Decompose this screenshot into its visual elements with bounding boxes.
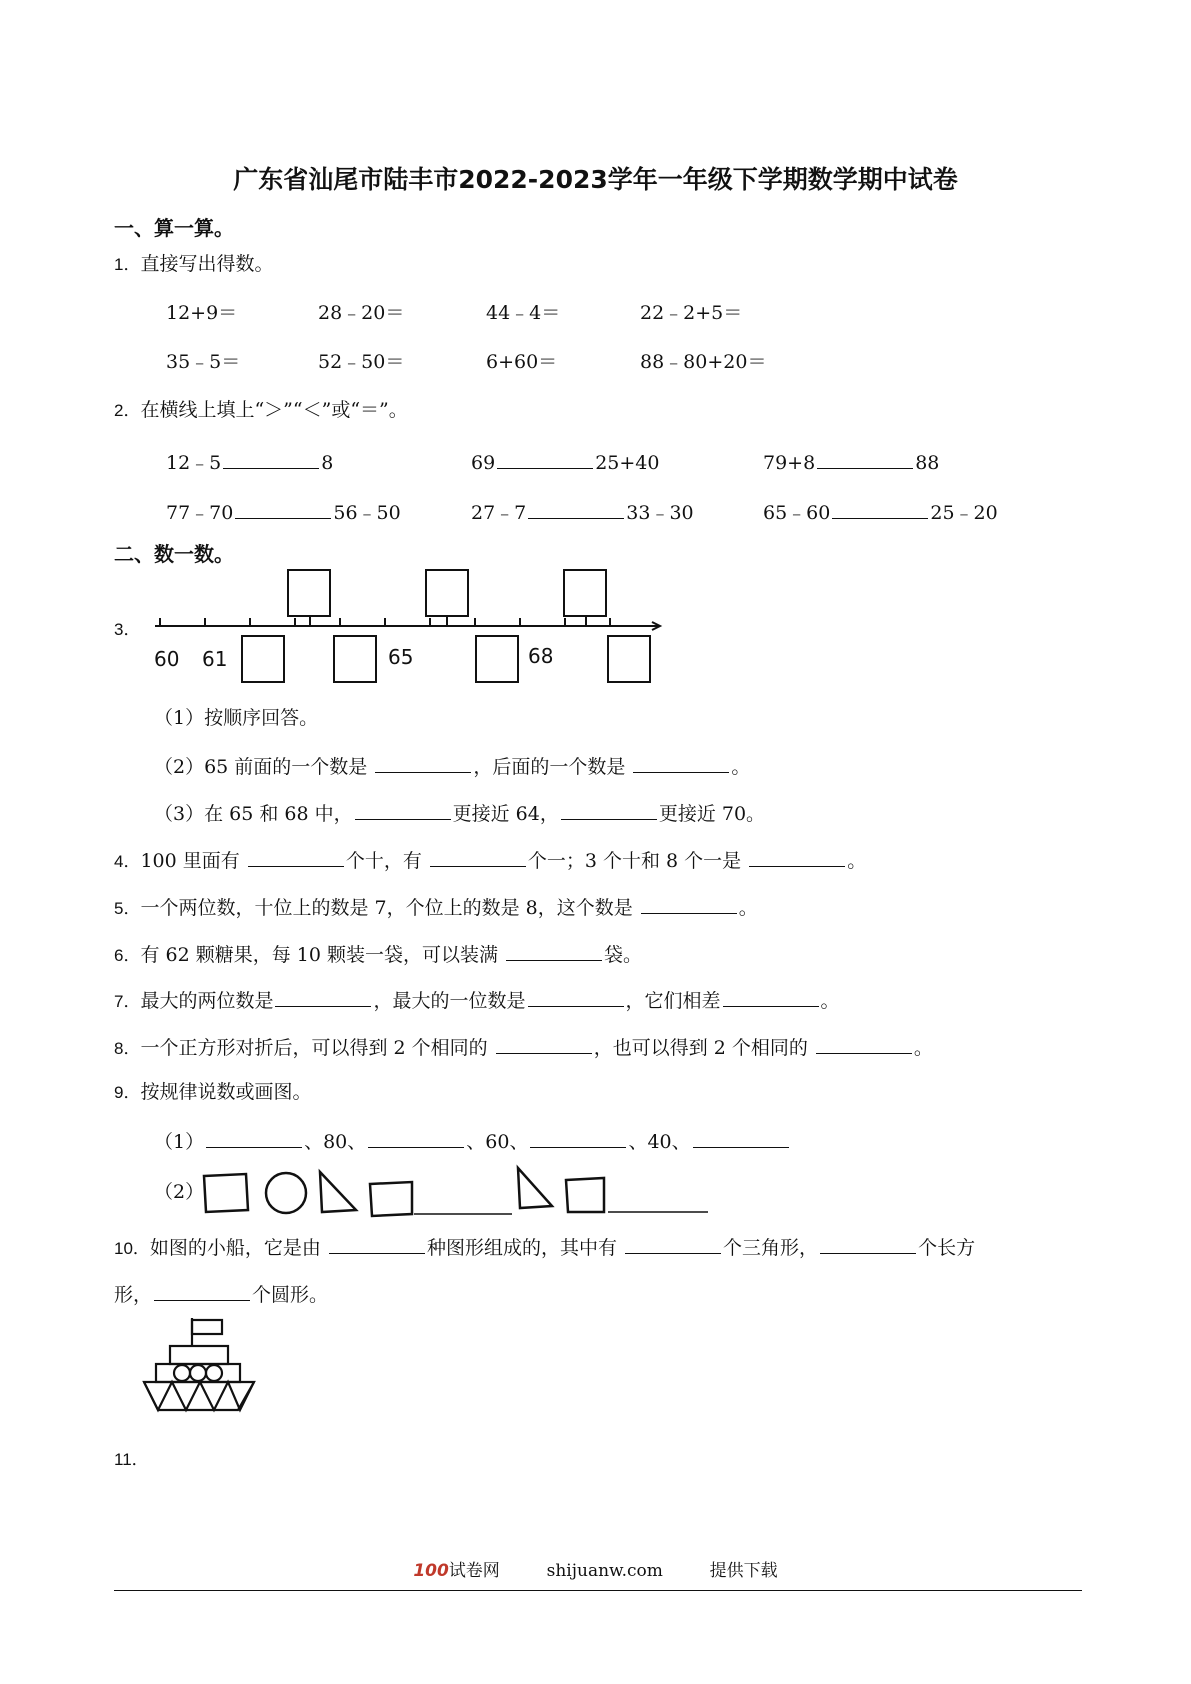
calc-item: 44﹣4＝ <box>486 302 561 324</box>
tick-label: 60 <box>154 647 180 671</box>
answer-blank[interactable] <box>816 1033 912 1054</box>
number-line-figure <box>150 566 670 688</box>
deck-rectangle <box>156 1364 240 1382</box>
question-1 <box>114 252 273 277</box>
answer-blank[interactable] <box>820 1233 916 1254</box>
answer-blank[interactable] <box>496 1033 592 1054</box>
answer-blank[interactable] <box>723 986 819 1007</box>
question-number: 3． <box>114 620 141 639</box>
boat-figure <box>142 1316 258 1414</box>
section-heading-2: 二、数一数。 <box>114 542 234 566</box>
answer-blank[interactable] <box>832 498 928 519</box>
answer-box <box>564 570 606 616</box>
calc-item: 35﹣5＝ <box>166 351 241 373</box>
footer-note: 提供下载 <box>709 1561 778 1581</box>
answer-blank[interactable] <box>530 1127 626 1148</box>
question-6: 6．有 62 颗糖果，每 10 颗装一袋，可以装满 袋。 <box>114 940 642 968</box>
answer-box <box>288 570 330 616</box>
flag-rectangle <box>192 1320 222 1334</box>
porthole-circle <box>174 1365 190 1381</box>
question-number: 2． <box>114 401 141 420</box>
answer-blank[interactable] <box>355 799 451 820</box>
answer-box <box>242 636 284 682</box>
q9-part-2-label: （2） <box>154 1181 205 1203</box>
question-10-cont: 形， 个圆形。 <box>114 1280 328 1307</box>
answer-blank[interactable] <box>506 940 602 961</box>
question-7: 7．最大的两位数是 ，最大的一位数是 ，它们相差 。 <box>114 986 840 1014</box>
question-9: 9．按规律说数或画图。 <box>114 1081 312 1103</box>
answer-blank[interactable] <box>223 448 319 469</box>
page-footer <box>0 1556 1191 1581</box>
compare-item: 27﹣7 33﹣30 <box>471 498 694 525</box>
square-shape <box>204 1174 248 1212</box>
shape-pattern-figure <box>198 1160 718 1220</box>
page-title: 广东省汕尾市陆丰市2022-2023学年一年级下学期数学期中试卷 <box>233 165 958 194</box>
calc-item: 6+60＝ <box>486 351 558 373</box>
compare-item: 69 25+40 <box>471 448 659 475</box>
answer-blank[interactable] <box>206 1127 302 1148</box>
porthole-circle <box>190 1365 206 1381</box>
answer-blank[interactable] <box>528 498 624 519</box>
tick-label: 68 <box>528 644 554 668</box>
answer-blank[interactable] <box>368 1127 464 1148</box>
answer-blank[interactable] <box>528 986 624 1007</box>
cabin-rectangle <box>170 1346 228 1364</box>
answer-blank[interactable] <box>375 752 471 773</box>
question-10: 10．如图的小船，它是由 种图形组成的，其中有 个三角形， 个长方 <box>114 1233 975 1261</box>
square-shape <box>370 1182 412 1216</box>
answer-box <box>608 636 650 682</box>
answer-blank[interactable] <box>693 1127 789 1148</box>
answer-blank[interactable] <box>625 1233 721 1254</box>
question-8: 8．一个正方形对折后，可以得到 2 个相同的 ，也可以得到 2 个相同的 。 <box>114 1033 933 1061</box>
calc-item: 88﹣80+20＝ <box>640 351 767 373</box>
answer-box <box>334 636 376 682</box>
question-prompt: 在横线上填上“＞”“＜”或“＝”。 <box>140 399 408 421</box>
circle-shape <box>266 1173 306 1213</box>
answer-blank[interactable] <box>561 799 657 820</box>
square-shape <box>566 1178 604 1212</box>
answer-blank[interactable] <box>275 986 371 1007</box>
q3-part-3: （3）在 65 和 68 中， 更接近 64， 更接近 70。 <box>154 799 765 826</box>
question-11: 11． <box>114 1450 149 1469</box>
question-4: 4．100 里面有 个十，有 个一；3 个十和 8 个一是 。 <box>114 846 866 874</box>
compare-item: 65﹣60 25﹣20 <box>763 498 998 525</box>
porthole-circle <box>206 1365 222 1381</box>
answer-blank[interactable] <box>154 1280 250 1301</box>
footer-divider <box>114 1590 1082 1591</box>
question-5: 5．一个两位数，十位上的数是 7，个位上的数是 8，这个数是 。 <box>114 893 758 921</box>
calc-item: 28﹣20＝ <box>318 302 405 324</box>
answer-blank[interactable] <box>633 752 729 773</box>
compare-item: 12﹣5 8 <box>166 448 333 475</box>
answer-box <box>476 636 518 682</box>
tick-label: 65 <box>388 645 414 669</box>
site-name: 试卷网 <box>448 1561 500 1581</box>
q9-part-1: （1） 、80、 、60、 、40、 <box>154 1127 791 1154</box>
answer-blank[interactable] <box>329 1233 425 1254</box>
section-heading-1: 一、算一算。 <box>114 216 234 240</box>
triangle-shape <box>518 1168 552 1208</box>
answer-blank[interactable] <box>817 448 913 469</box>
answer-blank[interactable] <box>248 846 344 867</box>
calc-item: 22﹣2+5＝ <box>640 302 743 324</box>
answer-blank[interactable] <box>235 498 331 519</box>
question-2 <box>114 398 408 423</box>
answer-blank[interactable] <box>641 893 737 914</box>
calc-item: 12+9＝ <box>166 302 238 324</box>
compare-item: 79+8 88 <box>763 448 939 475</box>
answer-blank[interactable] <box>430 846 526 867</box>
hull-triangles <box>144 1382 254 1410</box>
q3-part-1: （1）按顺序回答。 <box>154 707 319 729</box>
tick-label: 61 <box>202 647 228 671</box>
q3-part-2: （2）65 前面的一个数是 ，后面的一个数是 。 <box>154 752 750 779</box>
question-number: 1． <box>114 255 141 274</box>
answer-box <box>426 570 468 616</box>
question-prompt: 直接写出得数。 <box>140 253 274 275</box>
triangle-shape <box>320 1172 356 1212</box>
site-url[interactable]: shijuanw.com <box>546 1561 663 1581</box>
calc-item: 52﹣50＝ <box>318 351 405 373</box>
compare-item: 77﹣70 56﹣50 <box>166 498 401 525</box>
answer-blank[interactable] <box>497 448 593 469</box>
site-logo: 100 <box>413 1561 449 1581</box>
answer-blank[interactable] <box>749 846 845 867</box>
